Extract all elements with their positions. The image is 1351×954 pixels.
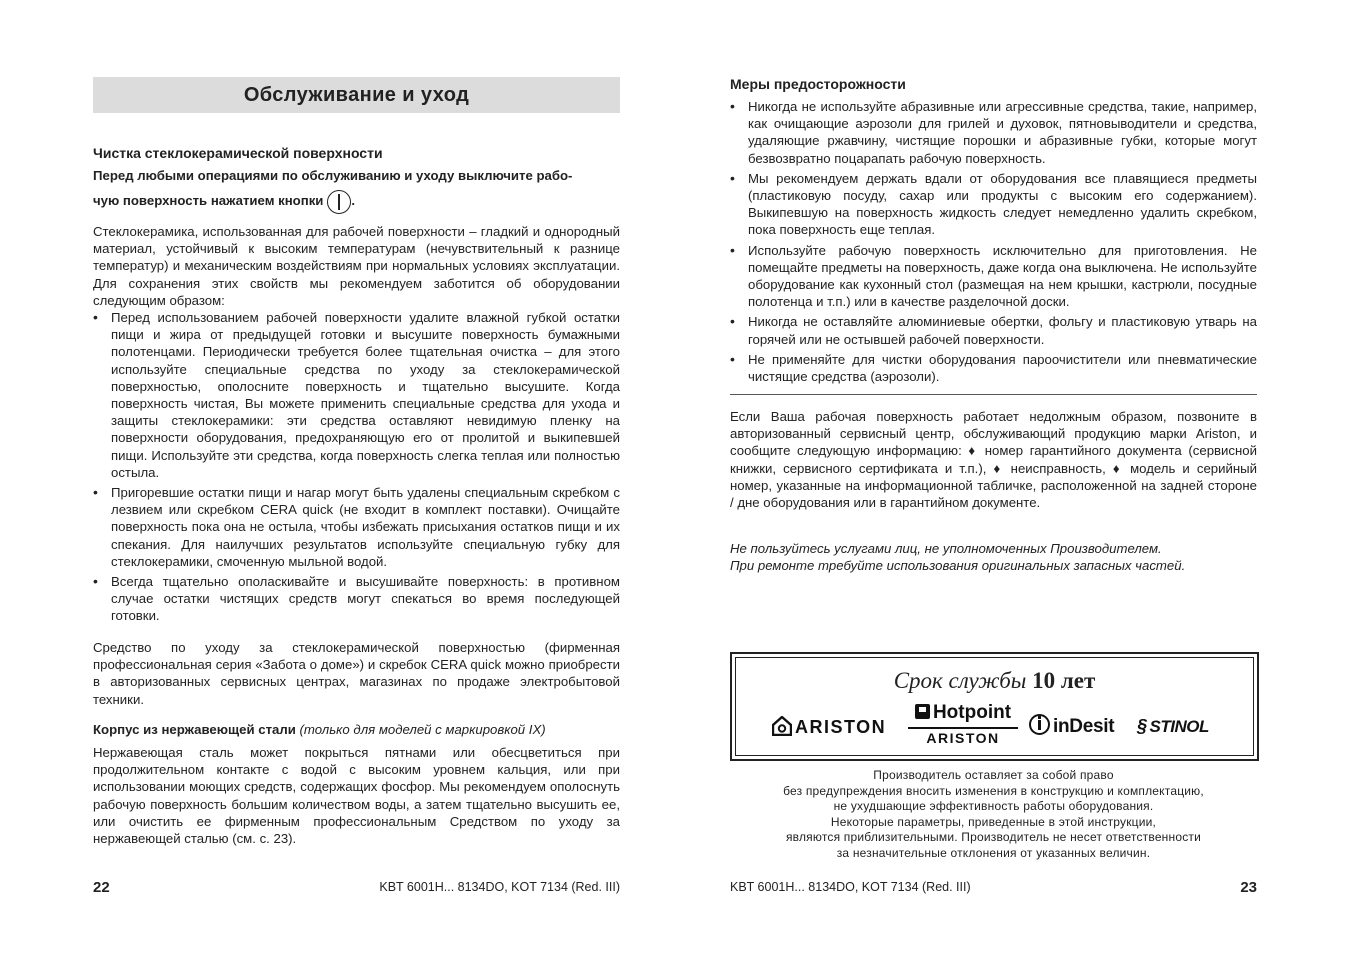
service-paragraph: Если Ваша рабочая поверхность работает недолжным образом, позвоните в авторизованный сервисный центр, обслуживающий продукцию марки Ariston, и сообщите следующую информацию: ♦ номер гарантийного документа (сервисной книжки, сервисного сертификата и т.п.), ♦ неисправность, ♦ модель и серийный номер, указанные на информационной табличке, расположенной на задней стороне / дне оборудования или в гарантийном документе. <box>730 409 1257 511</box>
section-title-glass-ceramic: Чистка стеклокерамической поверхности <box>93 145 383 161</box>
manufacturer-disclaimer: Производитель оставляет за собой право без предупреждения вносить изменения в конструкцию и комплектацию, не ухудшающие эффективность работы оборудования. Некоторые параметры, приведенные в этой инструкции, являются приблизительными. Производитель не несет ответственности за незначительные отклонения от указанных величин. <box>783 768 1204 860</box>
service-life-label: Срок службы <box>893 668 1027 693</box>
list-item: • Никогда не оставляйте алюминиевые обертки, фольгу и пластиковую утварь на горячей или не остывшей рабочей поверхности. <box>730 313 1257 347</box>
service-life-value: 10 лет <box>1032 668 1096 693</box>
service-life <box>736 668 1253 694</box>
hotpoint-logo: Hotpoint ARISTON <box>908 702 1018 747</box>
indesit-icon <box>1029 714 1050 735</box>
warning-line-1: Перед любыми операциями по обслуживанию и уходу выключите рабо- <box>93 168 573 183</box>
hotpoint-icon <box>915 704 930 719</box>
brand-logos <box>736 704 1253 752</box>
stinol-logo: § STINOL <box>1137 716 1209 736</box>
list-item: • Используйте рабочую поверхность исключительно для приготовления. Не помещайте предметы на поверхность, даже когда она выключена. Не используйте оборудование как кухонный стол (размещая на нем крышки, кастрюли, посудные полотенца и т.п.) или в качестве разделочной доски. <box>730 242 1257 311</box>
page-number-right: 23 <box>1240 879 1257 896</box>
steel-title: Корпус из нержавеющей стали <box>93 722 296 737</box>
service-life-box <box>730 652 1259 761</box>
power-icon <box>327 190 351 214</box>
list-item: • Всегда тщательно ополаскивайте и высушивайте поверхность: в противном случае остатки чистящих средств могут спекаться во время последующей готовки. <box>93 573 620 625</box>
list-item: • Пригоревшие остатки пищи и нагар могут быть удалены специальным скребком с лезвием или скребком CERA quick (не входит в комплект поставки). Очищайте поверхность пока она не остыла, чтобы избежать присыхания остатков пищи и их спекания. Для наилучших результатов используйте специальную губку для стеклокерамики, смоченную мыльной водой. <box>93 484 620 570</box>
page-title: Обслуживание и уход <box>243 83 470 106</box>
ariston-house-icon <box>772 716 792 736</box>
list-item: • Никогда не используйте абразивные или агрессивные средства, такие, например, как очищающие аэрозоли для грилей и духовок, пятновыводители и средства, удаляющие ржавчину, чистящие порошки и абразивные губки, которые могут безвозвратно поцарапать рабочую поверхность. <box>730 98 1257 167</box>
indesit-logo: inDesit <box>1029 714 1114 738</box>
italic-note-2: При ремонте требуйте использования оригинальных запасных частей. <box>730 558 1186 573</box>
list-item: • Мы рекомендуем держать вдали от оборудования все плавящиеся предметы (пластиковую посуду, сахар или продукты с высоким его содержанием). Выкипевшую на поверхность жидкость следует немедленно удалить скребком, пока поверхность еще теплая. <box>730 170 1257 239</box>
model-footer-left: KBT 6001H... 8134DO, KOT 7134 (Red. III) <box>379 880 620 894</box>
section-header <box>93 77 620 113</box>
product-paragraph: Средство по уходу за стеклокерамической поверхностью (фирменная профессиональная серия «Забота о доме») и скребок CERA quick можно приобрести в авторизованных сервисных центрах, магазинах по продаже электробытовой техники. <box>93 640 620 707</box>
warning-line-2: чую поверхность нажатием кнопки . <box>93 188 620 214</box>
ariston-logo: ARISTON <box>772 716 886 738</box>
page-number-left: 22 <box>93 879 110 896</box>
divider <box>730 394 1257 395</box>
stinol-icon: § <box>1137 716 1147 736</box>
steel-note: (только для моделей с маркировкой IX) <box>299 722 546 737</box>
precautions-list <box>730 98 1257 388</box>
warning-line-2-text: чую поверхность нажатием кнопки <box>93 193 324 208</box>
list-item: • Не применяйте для чистки оборудования пароочистители или пневматические чистящие средства (аэрозоли). <box>730 351 1257 385</box>
steel-paragraph: Нержавеющая сталь может покрыться пятнами или обесцветиться при продолжительном контакте с водой с высоким уровнем кальция, или при использовании моющих средств, содержащих фосфор. Мы рекомендуем ополоснуть рабочую поверхность большим количеством воды, а затем тщательно высушить ее, или очистить ее фирменным профессиональным Средством по уходу за нержавеющей сталью (см. с. 23). <box>93 745 620 847</box>
model-footer-right: KBT 6001H... 8134DO, KOT 7134 (Red. III) <box>730 880 971 894</box>
list-item: • Перед использованием рабочей поверхности удалите влажной губкой остатки пищи и жира от предыдущей готовки и высушите поверхность бумажными полотенцами. Периодически требуется более тщательная очистка – для этого используйте специальные средства по уходу за стеклокерамической поверхностью, ополосните поверхность и тщательно высушите. Когда поверхность чистая, Вы можете применить специальные средства для ухода и защиты стеклокерамики: эти средства оставляют невидимую пленку на поверхности оборудования, предохраняющую его от пролитой и выкипевшей пищи. Используйте эти средства, когда поверхность слегка теплая или полностью остыла. <box>93 309 620 481</box>
intro-paragraph: Стеклокерамика, использованная для рабочей поверхности – гладкий и однородный материал, устойчивый к высоким температурам (нечувствительный к разнице температур) и механическим воздействиям при нормальных условиях эксплуатации. Для сохранения этих свойств мы рекомендуем заботится об оборудовании следующим образом: <box>93 224 620 308</box>
section-title-steel <box>93 721 620 738</box>
cleaning-list <box>93 309 620 628</box>
precautions-title: Меры предосторожности <box>730 76 906 92</box>
italic-note-1: Не пользуйтесь услугами лиц, не уполномоченных Производителем. <box>730 541 1162 556</box>
